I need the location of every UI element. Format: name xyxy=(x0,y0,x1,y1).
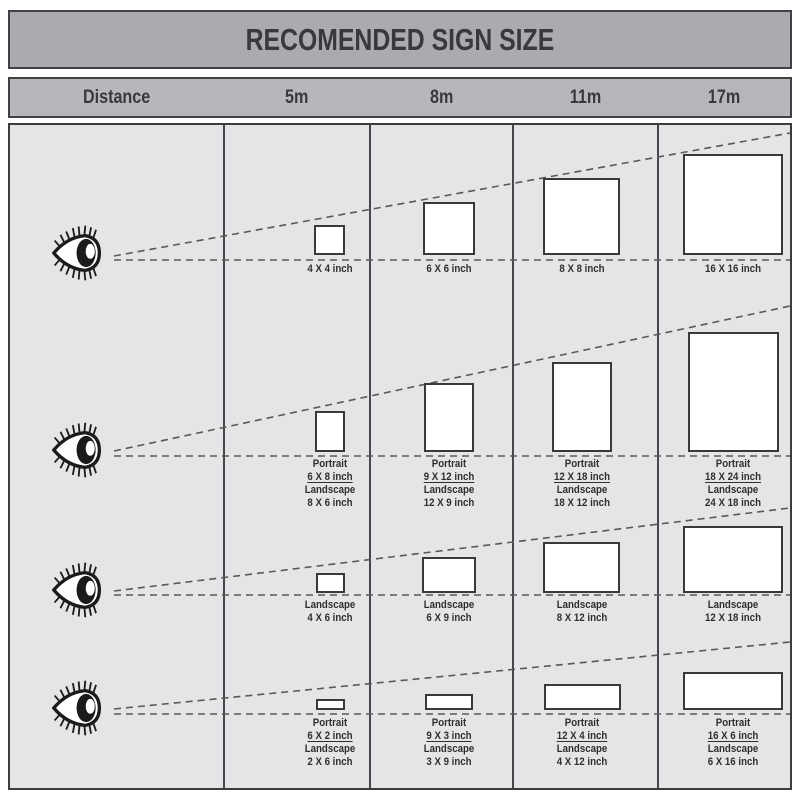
distance-header-row xyxy=(8,77,792,118)
distance-value-5m: 5m xyxy=(285,86,309,108)
header-cell-5m xyxy=(224,79,370,116)
sign-size-table xyxy=(8,123,792,790)
sign-18x24-portrait xyxy=(688,332,779,452)
size-label: 8 X 6 inch xyxy=(307,497,353,509)
size-label: 9 X 3 inch xyxy=(426,730,472,742)
sign-4x6-landscape xyxy=(316,573,345,593)
sign-6x6 xyxy=(423,202,475,255)
orientation-label: Landscape xyxy=(423,599,475,611)
sign-label xyxy=(673,599,793,625)
sign-6x2-strip xyxy=(316,699,345,710)
sign-4x4 xyxy=(314,225,345,255)
orientation-label: Landscape xyxy=(304,743,356,755)
distance-value-17m: 17m xyxy=(707,86,741,108)
sign-label xyxy=(673,458,793,510)
orientation-label: Landscape xyxy=(707,743,759,755)
size-label: 8 X 8 inch xyxy=(559,263,605,275)
orientation-label: Portrait xyxy=(715,458,751,470)
size-label: 6 X 16 inch xyxy=(707,756,759,768)
sign-16x6-strip xyxy=(683,672,783,710)
sign-16x16 xyxy=(683,154,783,255)
orientation-label: Portrait xyxy=(564,717,600,729)
title-banner xyxy=(8,10,792,69)
size-label: 12 X 4 inch xyxy=(556,730,608,742)
orientation-label: Portrait xyxy=(431,458,467,470)
sign-label xyxy=(270,599,390,625)
sign-8x8 xyxy=(543,178,620,255)
sign-9x3-strip xyxy=(425,694,473,710)
size-label: 6 X 2 inch xyxy=(307,730,353,742)
orientation-label: Landscape xyxy=(556,743,608,755)
sign-label xyxy=(270,263,390,276)
size-label: 24 X 18 inch xyxy=(705,497,761,509)
size-label: 6 X 6 inch xyxy=(426,263,472,275)
size-label: 12 X 9 inch xyxy=(423,497,475,509)
sign-12x18-landscape xyxy=(683,526,783,593)
orientation-label: Portrait xyxy=(312,717,348,729)
sign-8x12-landscape xyxy=(543,542,620,593)
orientation-label: Landscape xyxy=(556,599,608,611)
size-label: 9 X 12 inch xyxy=(423,471,475,483)
header-cell-17m xyxy=(658,79,790,116)
size-label: 2 X 6 inch xyxy=(307,756,353,768)
orientation-label: Landscape xyxy=(707,484,759,496)
orientation-label: Portrait xyxy=(564,458,600,470)
orientation-label: Portrait xyxy=(312,458,348,470)
sign-label xyxy=(270,458,390,510)
size-label: 6 X 8 inch xyxy=(307,471,353,483)
sign-label xyxy=(522,458,642,510)
header-cell-distance xyxy=(10,79,224,116)
eye-icon xyxy=(52,561,102,619)
header-cell-11m xyxy=(513,79,658,116)
size-label: 16 X 6 inch xyxy=(707,730,759,742)
sign-6x9-landscape xyxy=(422,557,476,593)
eye-icon xyxy=(52,421,102,479)
size-label: 12 X 18 inch xyxy=(554,471,610,483)
size-label: 6 X 9 inch xyxy=(426,612,472,624)
orientation-label: Landscape xyxy=(423,743,475,755)
orientation-label: Landscape xyxy=(556,484,608,496)
size-label: 8 X 12 inch xyxy=(556,612,608,624)
sign-label xyxy=(389,717,509,769)
distance-value-11m: 11m xyxy=(569,86,602,108)
sign-label xyxy=(270,717,390,769)
size-label: 12 X 18 inch xyxy=(705,612,761,624)
sign-12x18-portrait xyxy=(552,362,612,452)
sign-9x12-portrait xyxy=(424,383,474,452)
sign-12x4-strip xyxy=(544,684,621,710)
sign-label xyxy=(389,599,509,625)
sign-label xyxy=(389,458,509,510)
sign-label xyxy=(673,263,793,276)
header-cell-8m xyxy=(370,79,513,116)
orientation-label: Landscape xyxy=(304,484,356,496)
sign-label xyxy=(522,263,642,276)
size-label: 16 X 16 inch xyxy=(705,263,761,275)
sign-label xyxy=(522,599,642,625)
sign-label xyxy=(522,717,642,769)
sight-lines-and-dividers xyxy=(10,125,790,788)
size-label: 18 X 24 inch xyxy=(705,471,761,483)
orientation-label: Landscape xyxy=(423,484,475,496)
size-label: 18 X 12 inch xyxy=(554,497,610,509)
sign-label xyxy=(673,717,793,769)
size-label: 4 X 4 inch xyxy=(307,263,353,275)
distance-header-label: Distance xyxy=(83,86,151,108)
size-label: 4 X 6 inch xyxy=(307,612,353,624)
orientation-label: Landscape xyxy=(707,599,759,611)
eye-icon xyxy=(52,224,102,282)
sign-6x8-portrait xyxy=(315,411,345,452)
distance-value-8m: 8m xyxy=(429,86,454,108)
orientation-label: Landscape xyxy=(304,599,356,611)
eye-icon xyxy=(52,679,102,737)
page-title: RECOMENDED SIGN SIZE xyxy=(245,21,555,57)
orientation-label: Portrait xyxy=(431,717,467,729)
size-label: 3 X 9 inch xyxy=(426,756,472,768)
orientation-label: Portrait xyxy=(715,717,751,729)
size-label: 4 X 12 inch xyxy=(556,756,608,768)
sign-label xyxy=(389,263,509,276)
